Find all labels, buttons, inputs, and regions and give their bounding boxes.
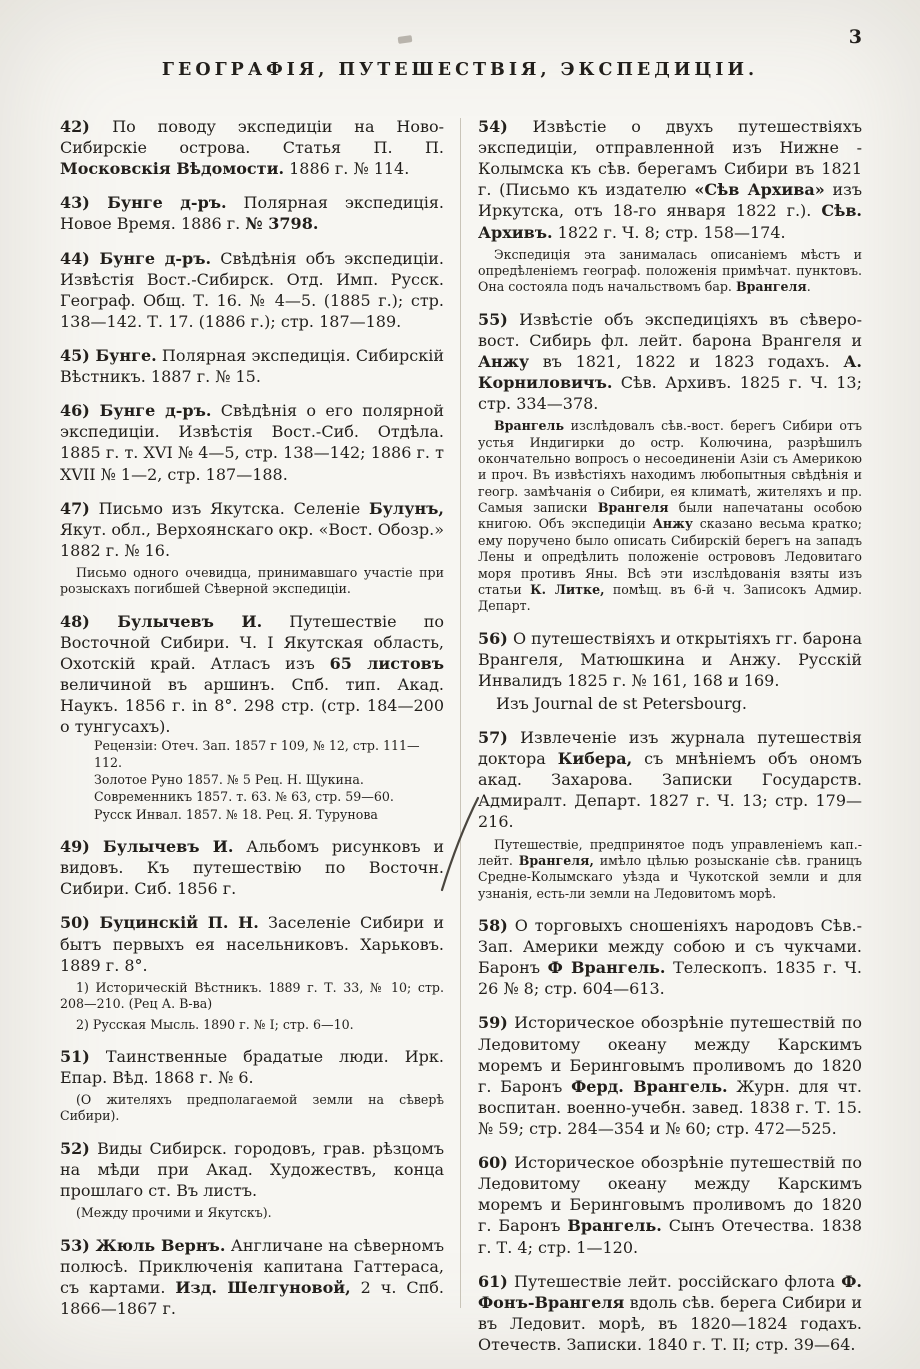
text-run: съ мнѣніемъ объ ономъ акад. Захарова. Записки Государств. Адмиралт. Департ. 1827 г. Ч. 13; стр. 179—216. <box>478 749 862 832</box>
bibliography-entry <box>60 345 444 387</box>
entry-text <box>478 628 862 691</box>
entry-text <box>60 345 444 387</box>
entry-note <box>94 772 444 788</box>
bold-text-run: 56) <box>478 628 508 648</box>
bold-text-run: Анжу <box>652 516 693 532</box>
bold-text-run: «Сѣв Архива» <box>694 180 825 200</box>
bold-text-run: Врангель. <box>567 1216 662 1236</box>
bibliography-entry <box>478 116 862 296</box>
entry-note <box>60 1092 444 1125</box>
bold-text-run: 59) <box>478 1013 508 1033</box>
text-run: Письмо изъ Якутска. Селеніе <box>89 498 369 518</box>
entry-note <box>94 789 444 805</box>
text-run: Свѣдѣнія объ экспедиціи. Извѣстія Вост.-Сибирск. Отд. Имп. Русск. Географ. Общ. Т. 16. № 4—5. (1885 г.); стр. 138—142. Т. 17. (1886 г.); стр. 187—189. <box>60 248 445 331</box>
text-run: Русск Инвал. 1857. № 18. Рец. Я. Турунова <box>94 806 378 822</box>
bold-text-run: № 3798. <box>245 214 319 234</box>
bold-text-run: Московскія Вѣдомости. <box>60 159 285 179</box>
text-run: (Между прочими и Якутскъ). <box>76 1205 272 1221</box>
bibliography-entry <box>60 1138 444 1222</box>
text-run: Историческое обозрѣніе путешествій по Ледовитому океану между Карскимъ моремъ и Беринговымъ проливомъ до 1820 г. Баронъ <box>478 1013 862 1096</box>
text-run: Таинственные брадатые люди. Ирк. Епар. Вѣд. 1868 г. № 6. <box>60 1046 444 1087</box>
entry-note <box>478 418 862 614</box>
entry-text <box>60 1138 444 1201</box>
text-run: сказано весьма кратко; ему поручено было описать Сибирскій берегъ на западъ Лены и опредѣлить положеніе острововъ Ледовитаго моря противъ Яны. Всѣ эти изслѣдованія взяты изъ статьи <box>478 516 862 597</box>
bold-text-run: 47) <box>60 498 90 518</box>
bold-text-run: 53) Жюль Вернъ. <box>60 1235 226 1255</box>
bibliography-entry <box>478 628 862 714</box>
bibliography-entry <box>60 912 444 1032</box>
bold-text-run: 48) Булычевъ И. <box>60 611 263 631</box>
text-run: вдоль сѣв. берега Сибири и въ Ледовит. морѣ, въ 1820—1824 годахъ. Отечеств. Записки. 1840 г. Т. II; стр. 39—64. <box>478 1292 862 1354</box>
bold-text-run: К. Литке, <box>530 581 605 597</box>
text-run: Заселеніе Сибири и бытъ первыхъ ея насельниковъ. Харьковъ. 1889 г. 8°. <box>60 913 445 975</box>
bold-text-run: 55) <box>478 309 508 329</box>
text-run: Телескопъ. 1835 г. Ч. 26 № 8; стр. 604—613. <box>478 958 862 999</box>
text-run: Свѣдѣнія о его полярной экспедиціи. Извѣстія Вост.-Сиб. Отдѣла. 1885 г. т. XVI № 4—5, стр. 138—142; 1886 г. т XVII № 1—2, стр. 187—188. <box>60 401 444 484</box>
text-run: 2 ч. Спб. 1866—1867 г. <box>60 1277 444 1318</box>
entry-text <box>60 498 444 561</box>
scan-artifact <box>398 35 413 44</box>
text-run: О торговыхъ сношеніяхъ народовъ Сѣв.-Зап. Америки между собою и съ чукчами. Баронъ <box>478 916 862 978</box>
text-run: имѣло цѣлью розысканіе сѣв. границъ Средне-Колымскаго уѣзда и Чукотской земли и для узнанія, есть-ли земли на Ледовитомъ морѣ. <box>478 852 862 901</box>
bibliography-entry <box>60 1235 444 1319</box>
text-run: Сынъ Отечества. 1838 г. Т. 4; стр. 1—120. <box>478 1216 862 1257</box>
entry-continuation <box>478 693 862 714</box>
bold-text-run: Сѣв. Архивъ. <box>478 201 862 242</box>
entry-text <box>478 915 862 999</box>
bold-text-run: А. Корниловичъ. <box>478 351 862 393</box>
entry-text <box>60 1235 444 1319</box>
bold-text-run: 58) <box>478 916 508 936</box>
bold-text-run: 57) <box>478 728 508 748</box>
entry-note <box>60 1017 444 1033</box>
bibliography-entry <box>60 1046 444 1125</box>
text-run: Полярная экспедиція. Новое Время. 1886 г. <box>60 193 444 234</box>
bibliography-entry <box>60 836 444 899</box>
bold-text-run: 65 листовъ <box>329 653 444 673</box>
page-title: ГЕОГРАФІЯ, ПУТЕШЕСТВІЯ, ЭКСПЕДИЦІИ. <box>161 60 759 80</box>
text-run: въ 1821, 1822 и 1823 годахъ. <box>529 351 844 371</box>
bold-text-run: Врангеля <box>597 500 669 516</box>
bibliography-entry <box>478 1012 862 1139</box>
entry-note <box>478 247 862 296</box>
text-run: Сѣв. Архивъ. 1825 г. Ч. 13; стр. 334—378. <box>478 373 862 414</box>
text-run: изслѣдовалъ сѣв.-вост. берегъ Сибири отъ устья Индигирки до остр. Колючина, разрѣшилъ окончательно вопросъ о несоединеніи Азіи съ Америкою и проч. Въ извѣстіяхъ находимъ любопытныя свѣдѣнія и геогр. замѣчанія о Сибири, ея климатѣ, жителяхъ и пр. Самыя записки <box>478 418 862 516</box>
bold-text-run: Ф Врангель. <box>547 958 666 978</box>
entry-text <box>478 1271 862 1355</box>
bold-text-run: 60) <box>478 1153 508 1173</box>
bold-text-run: Булунъ, <box>369 498 444 518</box>
text-run: Рецензіи: Отеч. Зап. 1857 г 109, № 12, стр. 111—112. <box>94 738 420 770</box>
text-run: Извлеченіе изъ журнала путешествія доктора <box>478 728 862 769</box>
bold-text-run: 42) <box>60 117 113 136</box>
bold-text-run: Изд. Шелгуновой, <box>175 1277 351 1297</box>
entry-text <box>478 727 862 833</box>
bold-text-run: Врангель <box>494 418 564 434</box>
text-run: Золотое Руно 1857. № 5 Рец. Н. Щукина. <box>94 772 364 788</box>
text-run: 2) Русская Мысль. 1890 г. № I; стр. 6—10. <box>76 1016 354 1032</box>
text-run: Полярная экспедиція. Сибирскій Вѣстникъ. 1887 г. № 15. <box>60 345 445 387</box>
text-run: О путешествіяхъ и открытіяхъ гг. барона Врангеля, Матюшкина и Анжу. Русскій Инвалидъ 1825 г. № 161, 168 и 169. <box>478 628 862 690</box>
column-divider <box>460 118 461 1308</box>
bibliography-entry <box>60 400 444 484</box>
bold-text-run: 50) Буцинскій П. Н. <box>60 913 259 933</box>
entry-note <box>60 1205 444 1221</box>
entry-text <box>60 912 444 975</box>
page-number: 3 <box>848 26 862 48</box>
text-run: Письмо одного очевидца, принимавшаго участіе при розыскахъ погибшей Сѣверной экспедиціи. <box>60 564 444 597</box>
entry-text <box>478 1012 862 1139</box>
entry-text <box>60 836 444 899</box>
text-run: По поводу экспедиціи на Ново-Сибирскіе острова. Статья П. П. <box>60 117 444 158</box>
left-column <box>60 116 444 1332</box>
text-run: Изъ Journal de st Petersbourg. <box>496 693 747 713</box>
text-run: Виды Сибирск. городовъ, грав. рѣзцомъ на мѣди при Акад. Художествъ, конца прошлаго ст. Въ листъ. <box>60 1138 444 1201</box>
text-run: Путешествіе лейт. россійскаго флота <box>507 1271 842 1291</box>
entry-text <box>478 309 862 415</box>
text-run: 1) Историческій Вѣстникъ. 1889 г. Т. 33, № 10; стр. 208—210. (Рец А. В-ва) <box>60 979 444 1012</box>
entry-note <box>94 807 444 823</box>
text-run: . <box>806 279 811 295</box>
text-run: (О жителяхъ предполагаемой земли на сѣверѣ Сибири). <box>60 1092 444 1124</box>
text-run: величиной въ аршинъ. Спб. тип. Акад. Наукъ. 1856 г. in 8°. 298 стр. (стр. 184—200 о тунгусахъ). <box>60 675 444 737</box>
entry-text <box>60 1046 444 1088</box>
entry-text <box>60 248 444 332</box>
text-run: 1886 г. № 114. <box>284 159 410 179</box>
text-run: Извѣстіе о двухъ путешествіяхъ экспедиціи, отправленной изъ Нижне - Колымска къ сѣв. берегамъ Сибири въ 1821 г. (Письмо къ издателю <box>478 117 862 200</box>
bold-text-run: Врангеля, <box>518 852 594 868</box>
right-column <box>478 116 862 1368</box>
entry-text <box>60 611 444 738</box>
text-run: были напечатаны особою книгою. Объ экспедиціи <box>478 500 862 532</box>
bibliography-entry <box>60 116 444 179</box>
text-run: Извѣстіе объ экспедиціяхъ въ сѣверо-вост. Сибирь фл. лейт. барона Врангеля и <box>478 309 862 350</box>
entry-text <box>60 192 444 234</box>
bibliography-entry <box>60 248 444 332</box>
text-run: Экспедиція эта занималась описаніемъ мѣстъ и опредѣленіемъ географ. положенія примѣчат. пунктовъ. Она состояла подъ начальствомъ бар. <box>478 246 862 295</box>
text-run: Англичане на сѣверномъ полюсѣ. Приключенія капитана Гаттераса, съ картами. <box>60 1235 445 1297</box>
text-run: изъ Иркутска, отъ 18-го января 1822 г.). <box>478 180 863 221</box>
bibliography-entry <box>478 1152 862 1258</box>
text-run: Путешествіе по Восточной Сибири. Ч. I Якутская область, Охотскій край. Атласъ изъ <box>60 611 444 673</box>
bold-text-run: 49) Булычевъ И. <box>60 837 234 857</box>
entry-text <box>60 400 444 484</box>
bold-text-run: 51) <box>60 1046 90 1066</box>
bibliography-entry <box>60 611 444 823</box>
text-run: 1822 г. Ч. 8; стр. 158—174. <box>552 222 786 242</box>
bibliography-entry <box>478 727 862 902</box>
entry-note <box>478 837 862 902</box>
bibliography-entry <box>60 192 444 234</box>
text-run: Путешествіе, предпринятое подъ управленіемъ кап.-лейт. <box>478 836 862 868</box>
bibliography-entry <box>60 498 444 598</box>
bold-text-run: Кибера, <box>557 749 633 769</box>
entry-text <box>478 1152 862 1258</box>
entry-note <box>60 565 444 598</box>
entry-note <box>60 980 444 1013</box>
text-run: помѣщ. въ 6-й ч. Записокъ Адмир. Департ. <box>478 581 862 614</box>
bibliography-entry <box>478 915 862 999</box>
bold-text-run: 46) Бунге д-ръ. <box>60 401 212 421</box>
text-run: Журн. для чт. воспитан. военно-учебн. завед. 1838 г. Т. 15. № 59; стр. 284—354 и № 60; стр. 472—525. <box>478 1076 863 1138</box>
bold-text-run: 61) <box>478 1271 508 1291</box>
bold-text-run: Ферд. Врангель. <box>571 1076 728 1096</box>
bold-text-run: Анжу <box>478 351 530 371</box>
entry-note <box>94 738 444 771</box>
bibliography-entry <box>478 309 862 615</box>
bold-text-run: 44) Бунге д-ръ. <box>60 248 212 268</box>
bold-text-run: Ф. Фонъ-Врангеля <box>478 1271 862 1312</box>
entry-text <box>60 116 444 179</box>
text-run: Альбомъ рисунковъ и видовъ. Къ путешествію по Восточн. Сибири. Сиб. 1856 г. <box>60 837 444 899</box>
bold-text-run: 45) Бунге. <box>60 345 157 365</box>
bold-text-run: 43) Бунге д-ръ. <box>60 193 227 213</box>
bold-text-run: Врангеля <box>735 279 807 295</box>
text-run: Современникъ 1857. т. 63. № 63, стр. 59—60. <box>94 789 394 805</box>
bold-text-run: 54) <box>478 117 508 136</box>
bold-text-run: 52) <box>60 1138 90 1158</box>
text-run: Якут. обл., Верхоянскаго окр. «Вост. Обозр.» 1882 г. № 16. <box>60 519 444 560</box>
text-run: Историческое обозрѣніе путешествій по Ледовитому океану между Карскимъ моремъ и Беринговымъ проливомъ до 1820 г. Баронъ <box>478 1153 862 1236</box>
entry-text <box>478 116 862 243</box>
bibliography-entry <box>478 1271 862 1355</box>
